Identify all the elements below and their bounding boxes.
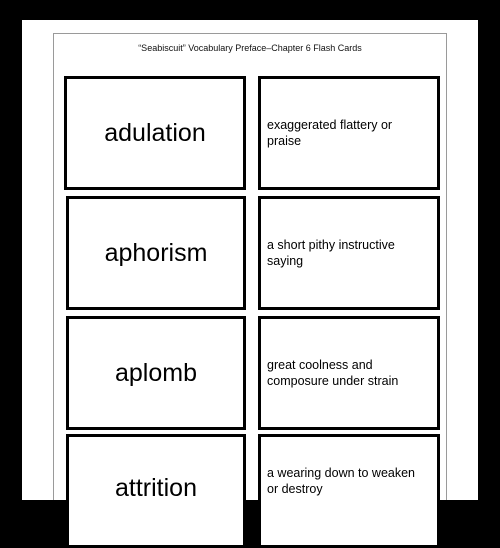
definition-text: exaggerated flattery or praise <box>267 118 393 148</box>
definition-card-adulation <box>258 76 440 190</box>
term-card-aphorism <box>66 196 246 310</box>
term-text: adulation <box>104 118 206 147</box>
term-card-aplomb <box>66 316 246 430</box>
flash-card-sheet <box>53 33 447 500</box>
definition-text: great coolness and composure under strain <box>267 358 399 388</box>
term-text: aphorism <box>104 238 208 267</box>
definition-card-attrition <box>258 434 440 548</box>
term-text: aplomb <box>115 358 197 387</box>
term-card-attrition <box>66 434 246 548</box>
definition-card-aphorism <box>258 196 440 310</box>
term-card-adulation <box>64 76 246 190</box>
definition-text: a short pithy instructive saying <box>267 238 395 268</box>
page-frame <box>22 20 478 500</box>
term-text: attrition <box>115 473 197 502</box>
definition-card-aplomb <box>258 316 440 430</box>
definition-text: a wearing down to weaken or destroy <box>267 466 416 496</box>
sheet-title: “Seabiscuit” Vocabulary Preface–Chapter 6 Flash Cards <box>138 43 362 53</box>
